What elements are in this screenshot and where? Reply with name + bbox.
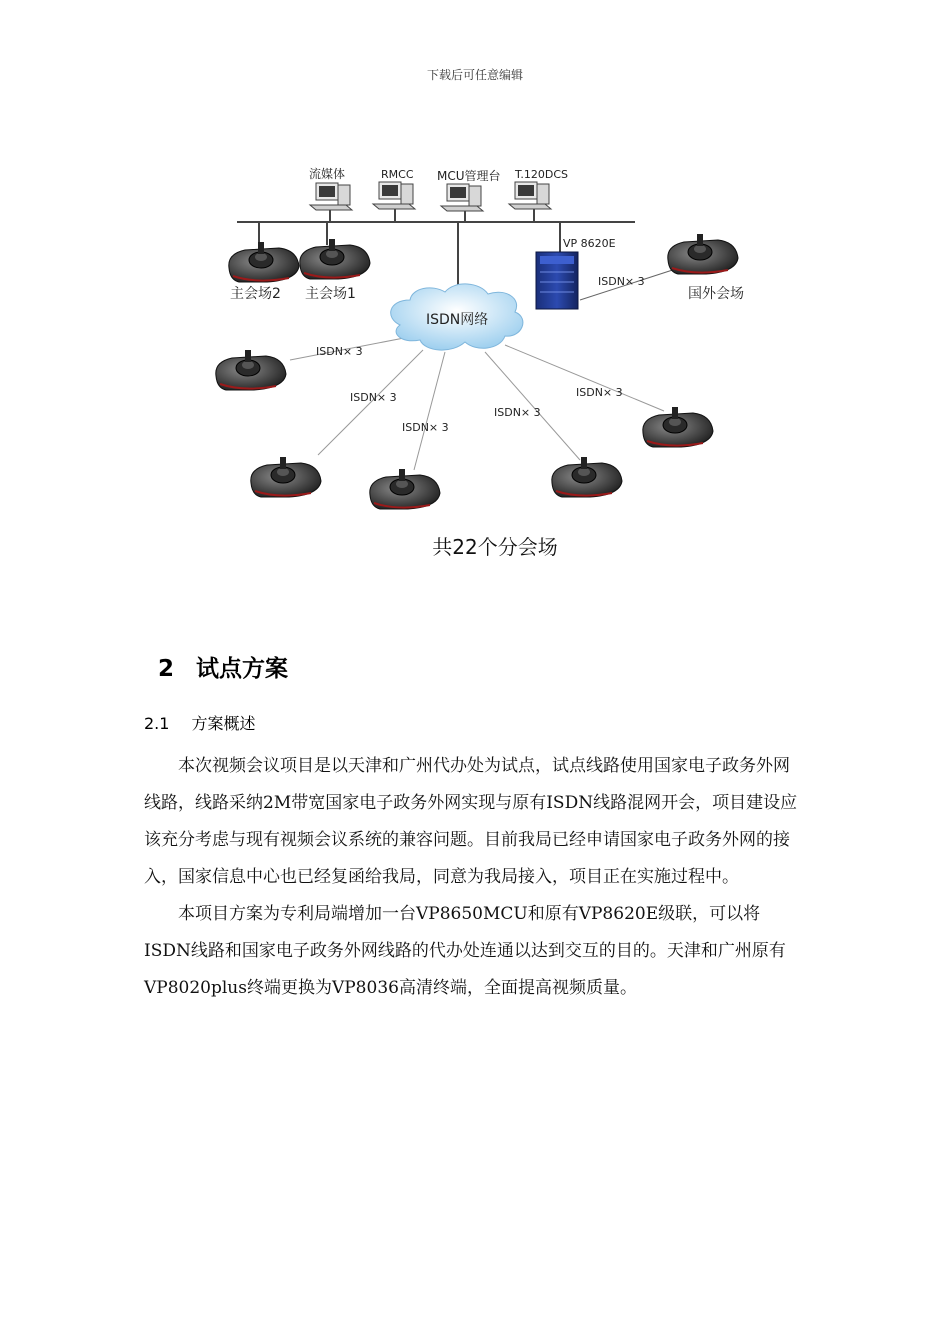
- link-label: ISDN× 3: [598, 275, 645, 288]
- computer-icon: [373, 182, 415, 209]
- terminal-icon: [251, 457, 321, 497]
- cloud-label: ISDN网络: [426, 312, 489, 328]
- terminal-icon: [552, 457, 622, 497]
- paragraph: 本次视频会议项目是以天津和广州代办处为试点，试点线路使用国家电子政务外网线路，线路采纳2M带宽国家电子政务外网实现与原有ISDN线路混网开会，项目建设应该充分考虑与现有视频会议系统的兼容问题。目前我局已经申请国家电子政务外网的接入，国家信息中心也已经复函给我局，同意为我局接入，项目正在实施过程中。: [144, 756, 798, 887]
- computer-icon: [509, 182, 551, 209]
- section-title: 试点方案: [196, 656, 289, 682]
- terminal-icon: [370, 469, 440, 509]
- subsection-title: 方案概述: [191, 714, 256, 733]
- computer-icon: [310, 183, 352, 210]
- computer-icon: [441, 184, 483, 211]
- terminal-icon: [229, 242, 299, 282]
- body-text: [144, 748, 804, 1007]
- section-number: 2: [158, 656, 175, 682]
- main-site-2-label: 主会场2: [230, 286, 281, 302]
- terminal-icon: [216, 350, 286, 390]
- diagram-caption: 共22个分会场: [432, 535, 558, 559]
- node-label: RMCC: [381, 168, 414, 181]
- terminal-icon: [668, 234, 738, 274]
- link-label: ISDN× 3: [350, 391, 397, 404]
- terminal-icon: [300, 239, 370, 279]
- link-label: ISDN× 3: [316, 345, 363, 358]
- page-header: 下载后可任意编辑: [426, 68, 523, 82]
- paragraph: 本项目方案为专利局端增加一台VP8650MCU和原有VP8620E级联，可以将ISDN线路和国家电子政务外网线路的代办处连通以达到交互的目的。天津和广州原有VP8020plus终端更换为VP8036高清终端，全面提高视频质量。: [144, 904, 786, 998]
- subsection-heading: [144, 711, 255, 734]
- link-label: ISDN× 3: [494, 406, 541, 419]
- subsection-number: 2.1: [144, 714, 170, 733]
- link-label: ISDN× 3: [576, 386, 623, 399]
- node-label: MCU管理台: [437, 169, 501, 183]
- node-label: 流媒体: [309, 167, 346, 181]
- node-label: T.120DCS: [515, 168, 569, 181]
- section-heading: [158, 650, 288, 683]
- link-label: ISDN× 3: [402, 421, 449, 434]
- server-icon: [536, 252, 578, 309]
- terminal-icon: [643, 407, 713, 447]
- network-diagram: [0, 0, 950, 560]
- mcu-label: VP 8620E: [563, 237, 616, 250]
- overseas-site-label: 国外会场: [688, 286, 744, 302]
- main-site-1-label: 主会场1: [305, 286, 356, 302]
